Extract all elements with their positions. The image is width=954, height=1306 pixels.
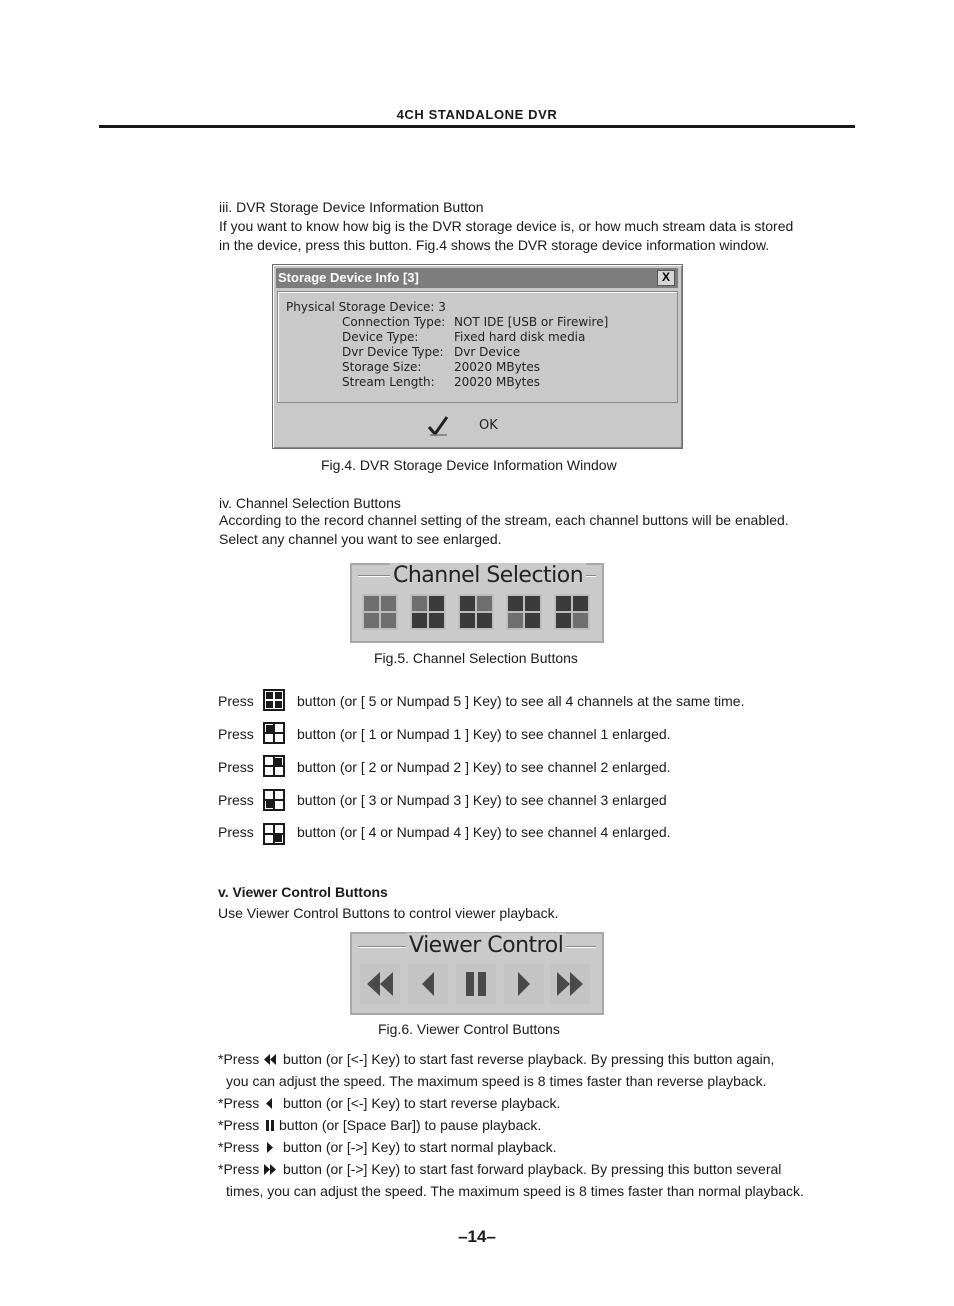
channel-1-button[interactable] xyxy=(410,594,446,630)
header-rule xyxy=(99,125,855,128)
viewer-note-text: button (or [<-] Key) to start reverse playback. xyxy=(283,1095,561,1111)
play-icon xyxy=(504,964,544,1004)
channel-1-icon xyxy=(263,722,285,744)
press-row-text: button (or [ 3 or Numpad 3 ] Key) to see channel 3 enlarged xyxy=(297,792,667,808)
viewer-note-text: button (or [->] Key) to start normal playback. xyxy=(283,1139,557,1155)
page-number: –14– xyxy=(458,1227,496,1246)
quad-view-icon xyxy=(263,689,285,711)
press-label: *Press xyxy=(218,1161,260,1177)
fig-5-caption: Fig.5. Channel Selection Buttons xyxy=(374,650,578,666)
channel-3-icon xyxy=(263,789,285,811)
press-label: Press xyxy=(218,824,254,840)
stream-length-label: Stream Length: xyxy=(342,375,435,389)
press-label: *Press xyxy=(218,1139,260,1155)
section-3-line-2: in the device, press this button. Fig.4 shows the DVR storage device information window. xyxy=(219,237,770,253)
section-5-heading: v. Viewer Control Buttons xyxy=(218,884,388,900)
channel-2-button[interactable] xyxy=(458,594,494,630)
channel-selection-widget xyxy=(350,563,604,643)
press-label: *Press xyxy=(218,1117,260,1133)
dialog-title: Storage Device Info [3] xyxy=(278,270,419,285)
physical-storage-heading: Physical Storage Device: 3 xyxy=(286,300,446,314)
play-icon xyxy=(266,1142,274,1153)
dialog-info-panel xyxy=(277,291,678,403)
fast-forward-icon xyxy=(264,1164,276,1175)
device-type-label: Device Type: xyxy=(342,330,419,344)
press-row-text: button (or [ 5 or Numpad 5 ] Key) to see all 4 channels at the same time. xyxy=(297,693,745,709)
storage-size-label: Storage Size: xyxy=(342,360,422,374)
connection-type-value: NOT IDE [USB or Firewire] xyxy=(454,315,609,329)
ok-label: OK xyxy=(479,418,498,433)
fast-forward-button[interactable] xyxy=(550,964,590,1004)
press-label: Press xyxy=(218,693,254,709)
dvr-device-type-value: Dvr Device xyxy=(454,345,521,359)
viewer-note-text: button (or [->] Key) to start fast forward playback. By pressing this button several xyxy=(283,1161,782,1177)
channel-3-button[interactable] xyxy=(506,594,542,630)
viewer-note-continuation: times, you can adjust the speed. The maximum speed is 8 times faster than normal playback. xyxy=(226,1183,804,1199)
ok-button[interactable] xyxy=(423,413,533,437)
press-label: Press xyxy=(218,792,254,808)
viewer-control-title: Viewer Control xyxy=(406,933,566,958)
channel-4-button[interactable] xyxy=(554,594,590,630)
channel-2-icon xyxy=(263,755,285,777)
dvr-device-type-label: Dvr Device Type: xyxy=(342,345,444,359)
pause-icon xyxy=(456,964,496,1004)
connection-type-label: Connection Type: xyxy=(342,315,446,329)
fast-reverse-button[interactable] xyxy=(360,964,400,1004)
reverse-icon xyxy=(266,1098,274,1109)
close-icon: X xyxy=(661,270,670,284)
fast-forward-icon xyxy=(550,964,590,1004)
viewer-note-text: button (or [Space Bar]) to pause playback. xyxy=(279,1117,542,1133)
reverse-button[interactable] xyxy=(408,964,448,1004)
stream-length-value: 20020 MBytes xyxy=(454,375,541,389)
section-4-line-1: According to the record channel setting of the stream, each channel buttons will be enabled. xyxy=(219,512,789,528)
quad-view-button[interactable] xyxy=(362,594,398,630)
press-label: Press xyxy=(218,726,254,742)
section-4-heading: iv. Channel Selection Buttons xyxy=(219,495,401,511)
storage-size-value: 20020 MBytes xyxy=(454,360,541,374)
section-4-line-2: Select any channel you want to see enlarged. xyxy=(219,531,502,547)
section-3-line-1: If you want to know how big is the DVR storage device is, or how much stream data is stored xyxy=(219,218,794,234)
press-row-text: button (or [ 1 or Numpad 1 ] Key) to see channel 1 enlarged. xyxy=(297,726,671,742)
section-5-line-1: Use Viewer Control Buttons to control viewer playback. xyxy=(218,905,559,921)
viewer-note-continuation: you can adjust the speed. The maximum speed is 8 times faster than reverse playback. xyxy=(226,1073,767,1089)
play-button[interactable] xyxy=(504,964,544,1004)
fast-reverse-icon xyxy=(264,1054,276,1065)
checkmark-icon xyxy=(427,415,449,437)
pause-icon xyxy=(265,1120,275,1131)
fig-4-caption: Fig.4. DVR Storage Device Information Window xyxy=(321,457,617,473)
viewer-control-widget xyxy=(350,932,604,1015)
device-type-value: Fixed hard disk media xyxy=(454,330,586,344)
fast-reverse-icon xyxy=(360,964,400,1004)
channel-selection-title: Channel Selection xyxy=(390,563,586,588)
document-header: 4CH STANDALONE DVR xyxy=(396,107,558,122)
press-label: Press xyxy=(218,759,254,775)
reverse-icon xyxy=(408,964,448,1004)
press-row-text: button (or [ 4 or Numpad 4 ] Key) to see channel 4 enlarged. xyxy=(297,824,671,840)
fig-6-caption: Fig.6. Viewer Control Buttons xyxy=(378,1021,560,1037)
pause-button[interactable] xyxy=(456,964,496,1004)
viewer-note-text: button (or [<-] Key) to start fast reverse playback. By pressing this button again, xyxy=(283,1051,775,1067)
press-label: *Press xyxy=(218,1051,260,1067)
section-3-heading: iii. DVR Storage Device Information Button xyxy=(219,199,484,215)
dialog-title-bar xyxy=(276,268,678,288)
close-button[interactable] xyxy=(657,270,675,286)
storage-device-info-dialog xyxy=(272,264,683,449)
press-row-text: button (or [ 2 or Numpad 2 ] Key) to see channel 2 enlarged. xyxy=(297,759,671,775)
press-label: *Press xyxy=(218,1095,260,1111)
channel-4-icon xyxy=(263,823,285,845)
